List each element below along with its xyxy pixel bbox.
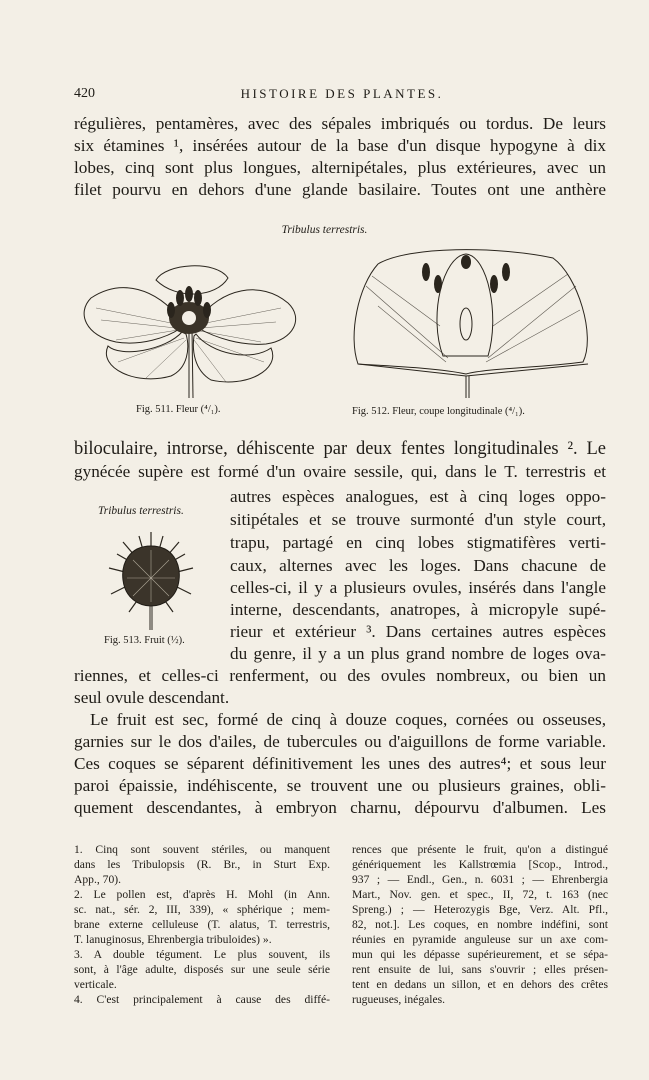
body-line: garnies sur le dos d'ailes, de tubercules ou d'aiguillons de forme variable. xyxy=(74,732,606,751)
footnote-line: brane externe celluleuse (T. alatus, T. terrestris, xyxy=(74,918,330,931)
footnote-line: 2. Le pollen est, d'après H. Mohl (in Ann. xyxy=(74,888,330,901)
footnote-line: sc. nat., sér. 2, III, 339), « sphérique ; mem- xyxy=(74,903,330,916)
body-line: interne, descendants, anatropes, à micropyle supé- xyxy=(230,600,606,619)
footnote-line: 82, not.]. Les coques, en nombre indéfini, sont xyxy=(352,918,608,931)
body-line: lobes, cinq sont plus longues, alternipétales, plus extérieures, avec un xyxy=(74,158,606,177)
footnote-line: T. lanuginosus, Ehrenbergia tribuloides) ». xyxy=(74,933,272,946)
body-line: trapu, partagé en cinq lobes stigmatifères verti- xyxy=(230,533,606,552)
footnote-line: rugueuses, inégales. xyxy=(352,993,446,1006)
footnote-line: tent en dedans un sillon, et en dehors des crêtes xyxy=(352,978,608,991)
footnote-line: 1. Cinq sont souvent stériles, ou manquent xyxy=(74,843,330,856)
figure-title: Tribulus terrestris. xyxy=(98,505,184,517)
footnote-line: Mart., Nov. gen. et spec., II, 72, t. 163 (nec xyxy=(352,888,608,901)
body-line: sitipétales et se trouve surmonté d'un style court, xyxy=(230,510,606,529)
flower-illustration xyxy=(76,258,306,400)
body-line: biloculaire, introrse, déhiscente par deux fentes longitudinales ². Le xyxy=(74,439,606,459)
footnote-line: rences que présente le fruit, qu'on a distingué xyxy=(352,843,608,856)
flower-section-illustration xyxy=(348,246,600,402)
footnote-line: verticale. xyxy=(74,978,117,991)
figure-caption: Fig. 511. Fleur (⁴/₁). xyxy=(136,404,221,415)
footnote-line: App., 70). xyxy=(74,873,122,886)
footnote-line: génériquement les Kallstrœmia [Scop., Introd., xyxy=(352,858,608,871)
body-line: Ces coques se séparent définitivement les unes des autres⁴; et sous leur xyxy=(74,754,606,773)
footnote-line: 3. A double tégument. Le plus souvent, ils xyxy=(74,948,330,961)
footnote-line: 937 ; — Endl., Gen., n. 6031 ; — Ehrenbergia xyxy=(352,873,608,886)
page-number: 420 xyxy=(74,86,95,101)
figure-caption: Fig. 512. Fleur, coupe longitudinale (⁴/₁). xyxy=(352,406,525,417)
body-line: du genre, il y a un plus grand nombre de loges ova- xyxy=(230,644,606,663)
running-title: HISTOIRE DES PLANTES. xyxy=(240,86,444,101)
body-line: seul ovule descendant. xyxy=(74,688,230,707)
footnote-line: dans les Tribulopsis (R. Br., in Sturt Exp. xyxy=(74,858,330,871)
figure-caption: Fig. 513. Fruit (½). xyxy=(104,635,185,646)
body-line: quement descendantes, à embryon charnu, dépourvu d'albumen. Les xyxy=(74,798,606,817)
running-head xyxy=(74,86,610,106)
body-line: six étamines ¹, insérées autour de la base d'un disque hypogyne à dix xyxy=(74,136,606,155)
body-line: paroi épaissie, indéhiscente, se trouvent une ou plusieurs graines, obli- xyxy=(74,776,606,795)
body-line: gynécée supère est formé d'un ovaire sessile, qui, dans le T. terrestris et xyxy=(74,462,606,481)
body-line: caux, alternes avec les loges. Dans chacune de xyxy=(230,556,606,575)
footnote-line: réunies en pyramide anguleuse sur un axe com- xyxy=(352,933,608,946)
footnote-line: 4. C'est principalement à cause des diffé- xyxy=(74,993,330,1006)
footnote-line: rent ensuite de lui, sans s'ouvrir ; elles présen- xyxy=(352,963,608,976)
body-line: autres espèces analogues, est à cinq loges oppo- xyxy=(230,487,606,506)
body-line: Le fruit est sec, formé de cinq à douze coques, cornées ou osseuses, xyxy=(90,710,606,729)
footnote-line: Spreng.) ; — Heterozygis Bge, Verz. Alt. Pfl., xyxy=(352,903,608,916)
footnote-line: mun qui les dépasse supérieurement, et se sépa- xyxy=(352,948,608,961)
body-line: riennes, et celles-ci renferment, ou des ovules nombreux, ou bien un xyxy=(74,666,606,685)
fruit-illustration xyxy=(103,528,199,632)
body-line: celles-ci, il y a plusieurs ovules, insérés dans l'angle xyxy=(230,578,606,597)
body-line: filet pourvu en dehors d'une glande basilaire. Toutes ont une anthère xyxy=(74,180,606,199)
body-line: rieur et extérieur ³. Dans certaines autres espèces xyxy=(230,622,606,641)
figure-title: Tribulus terrestris. xyxy=(281,224,368,236)
footnote-line: sont, à l'âge adulte, disposés sur une seule série xyxy=(74,963,330,976)
body-line: régulières, pentamères, avec des sépales imbriqués ou tordus. De leurs xyxy=(74,114,606,133)
